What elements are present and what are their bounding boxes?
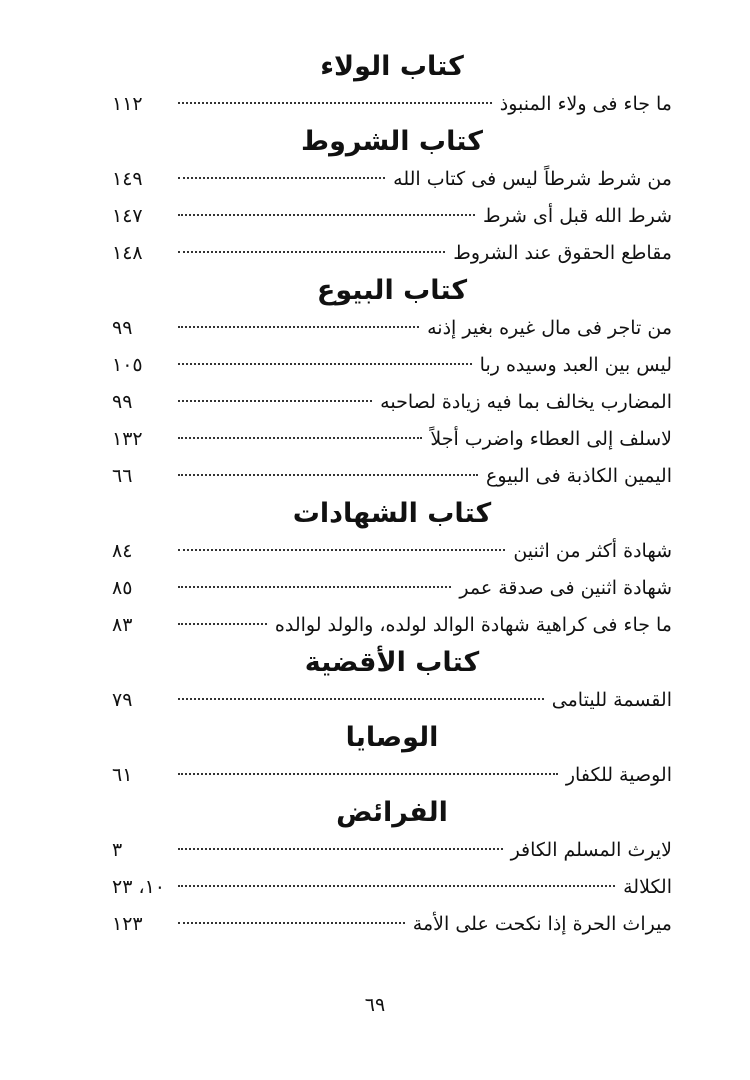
- dot-leader: [178, 773, 558, 775]
- dot-leader: [178, 549, 505, 551]
- entry-page-number: ٦٦: [112, 465, 133, 487]
- index-entry: [112, 458, 672, 495]
- entry-page-number: ١٢٣: [112, 913, 143, 935]
- dot-leader: [178, 437, 422, 439]
- dot-leader: [178, 400, 372, 402]
- entry-page-number: ٧٩: [112, 689, 133, 711]
- index-entry: [112, 533, 672, 570]
- entry-page-number: ١٤٧: [112, 205, 143, 227]
- entry-title: ميراث الحرة إذا نكحت على الأمة: [412, 913, 672, 935]
- index-entry: [112, 161, 672, 198]
- section-heading: الفرائض: [336, 797, 448, 828]
- entry-title: شرط الله قبل أى شرط: [482, 205, 672, 227]
- entry-page-number: ٩٩: [112, 391, 133, 413]
- section-heading: كتاب الشهادات: [292, 498, 492, 529]
- dot-leader: [178, 326, 419, 328]
- entry-title: ليس بين العبد وسيده ربا: [479, 354, 672, 376]
- section-heading: الوصايا: [345, 722, 439, 753]
- entry-page-number: ١٠٥: [112, 354, 143, 376]
- entry-title: لايرث المسلم الكافر: [510, 839, 672, 861]
- entry-page-number: ٨٤: [112, 540, 133, 562]
- section-heading: كتاب الأقضية: [304, 647, 480, 678]
- entry-title: لاسلف إلى العطاء واضرب أجلاً: [430, 428, 672, 450]
- dot-leader: [178, 848, 503, 850]
- dot-leader: [178, 214, 475, 216]
- entry-title: شهادة أكثر من اثنين: [513, 540, 672, 562]
- entry-title: اليمين الكاذبة فى البيوع: [486, 465, 672, 487]
- table-of-contents: [112, 48, 672, 943]
- entry-page-number: ٨٣: [112, 614, 133, 636]
- entry-page-number: ٣: [112, 839, 123, 861]
- entry-page-number: ٦١: [112, 764, 133, 786]
- entry-title: القسمة لليتامى: [551, 689, 672, 711]
- entry-title: من شرط شرطاً ليس فى كتاب الله: [393, 168, 672, 190]
- index-entry: [112, 310, 672, 347]
- entry-page-number: ١٤٨: [112, 242, 143, 264]
- index-entry: [112, 421, 672, 458]
- index-entry: [112, 682, 672, 719]
- index-entry: [112, 757, 672, 794]
- dot-leader: [178, 474, 478, 476]
- entry-title: ما جاء فى ولاء المنبوذ: [499, 93, 672, 115]
- index-entry: [112, 198, 672, 235]
- entry-page-number: ٩٩: [112, 317, 133, 339]
- dot-leader: [178, 177, 385, 179]
- entry-title: الكلالة: [623, 876, 672, 898]
- dot-leader: [178, 698, 544, 700]
- section-heading: كتاب البيوع: [316, 275, 468, 306]
- section-heading: كتاب الشروط: [301, 126, 483, 157]
- entry-page-number: ١٤٩: [112, 168, 143, 190]
- dot-leader: [178, 885, 615, 887]
- dot-leader: [178, 102, 492, 104]
- index-entry: [112, 235, 672, 272]
- entry-title: شهادة اثنين فى صدقة عمر: [459, 577, 672, 599]
- index-entry: [112, 86, 672, 123]
- entry-title: ما جاء فى كراهية شهادة الوالد لولده، والولد لوالده: [274, 614, 672, 636]
- index-entry: [112, 607, 672, 644]
- entry-title: المضارب يخالف بما فيه زيادة لصاحبه: [380, 391, 672, 413]
- index-entry: [112, 869, 672, 906]
- page-number: ٦٩: [364, 994, 386, 1016]
- dot-leader: [178, 623, 267, 625]
- dot-leader: [178, 363, 472, 365]
- entry-page-number: ١٠، ٢٣: [112, 876, 166, 898]
- entry-title: مقاطع الحقوق عند الشروط: [453, 242, 672, 264]
- index-entry: [112, 906, 672, 943]
- entry-page-number: ١١٢: [112, 93, 143, 115]
- entry-page-number: ٨٥: [112, 577, 133, 599]
- section-heading: كتاب الولاء: [320, 51, 464, 82]
- entry-title: الوصية للكفار: [565, 764, 672, 786]
- dot-leader: [178, 251, 445, 253]
- index-entry: [112, 384, 672, 421]
- index-entry: [112, 570, 672, 607]
- entry-title: من تاجر فى مال غيره بغير إذنه: [427, 317, 672, 339]
- dot-leader: [178, 586, 451, 588]
- entry-page-number: ١٣٢: [112, 428, 143, 450]
- index-entry: [112, 347, 672, 384]
- dot-leader: [178, 922, 405, 924]
- index-entry: [112, 832, 672, 869]
